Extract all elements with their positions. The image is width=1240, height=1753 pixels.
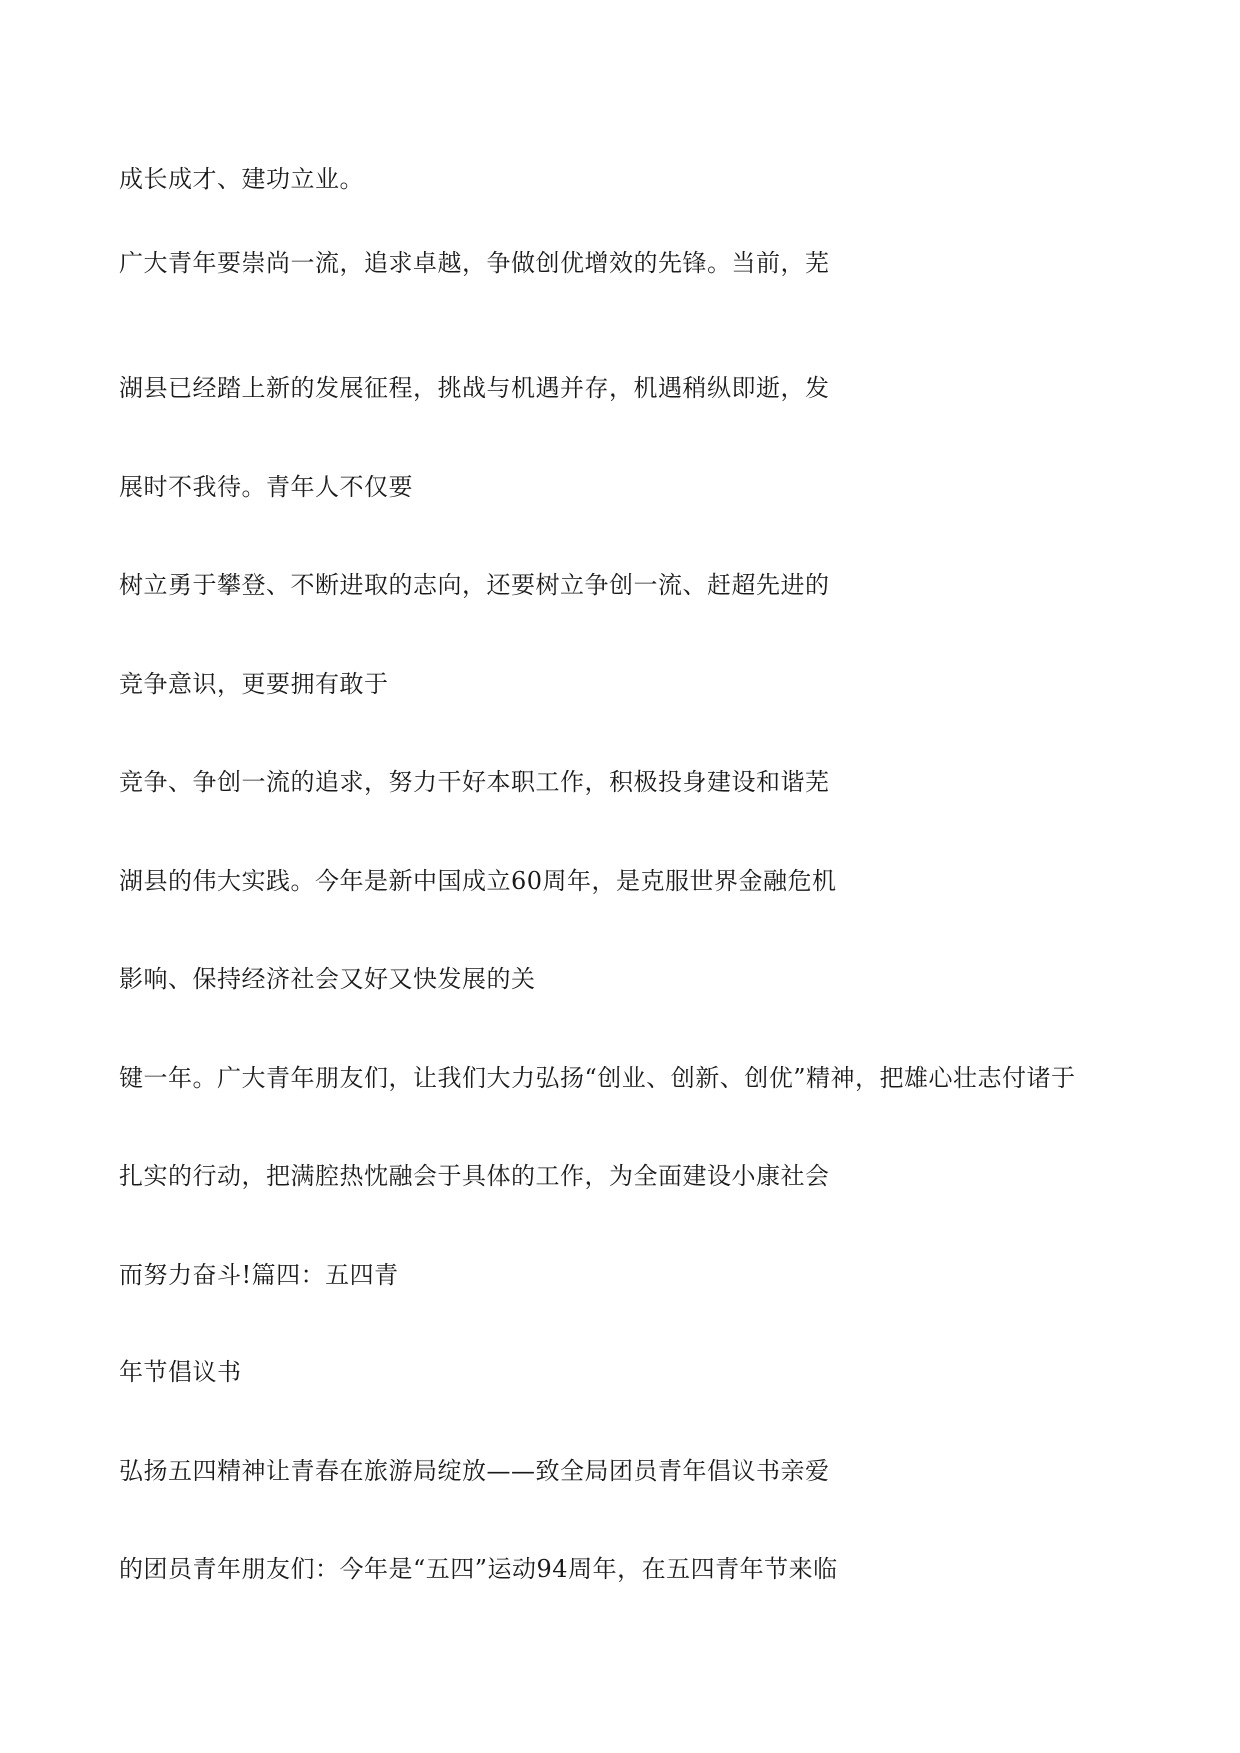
text-line: 展时不我待。青年人不仅要 (119, 473, 413, 501)
text-line: 的团员青年朋友们：今年是“五四”运动94周年，在五四青年节来临 (119, 1555, 838, 1583)
text-line: 而努力奋斗!篇四：五四青 (119, 1261, 399, 1289)
text-line: 广大青年要崇尚一流，追求卓越，争做创优增效的先锋。当前，芜 (119, 249, 830, 277)
text-line: 湖县已经踏上新的发展征程，挑战与机遇并存，机遇稍纵即逝，发 (119, 374, 830, 402)
text-line: 键一年。广大青年朋友们，让我们大力弘扬“创业、创新、创优”精神，把雄心壮志付诸于 (119, 1064, 1076, 1092)
text-line: 竞争、争创一流的追求，努力干好本职工作，积极投身建设和谐芜 (119, 768, 830, 796)
text-line: 年节倡议书 (119, 1358, 242, 1386)
text-line: 弘扬五四精神让青春在旅游局绽放——致全局团员青年倡议书亲爱 (119, 1457, 830, 1485)
text-line: 成长成才、建功立业。 (119, 165, 364, 193)
text-line: 扎实的行动，把满腔热忱融会于具体的工作，为全面建设小康社会 (119, 1162, 830, 1190)
text-line: 树立勇于攀登、不断进取的志向，还要树立争创一流、赶超先进的 (119, 571, 830, 599)
text-line: 湖县的伟大实践。今年是新中国成立60周年，是克服世界金融危机 (119, 867, 837, 895)
text-line: 影响、保持经济社会又好又快发展的关 (119, 965, 536, 993)
text-line: 竞争意识，更要拥有敢于 (119, 670, 389, 698)
